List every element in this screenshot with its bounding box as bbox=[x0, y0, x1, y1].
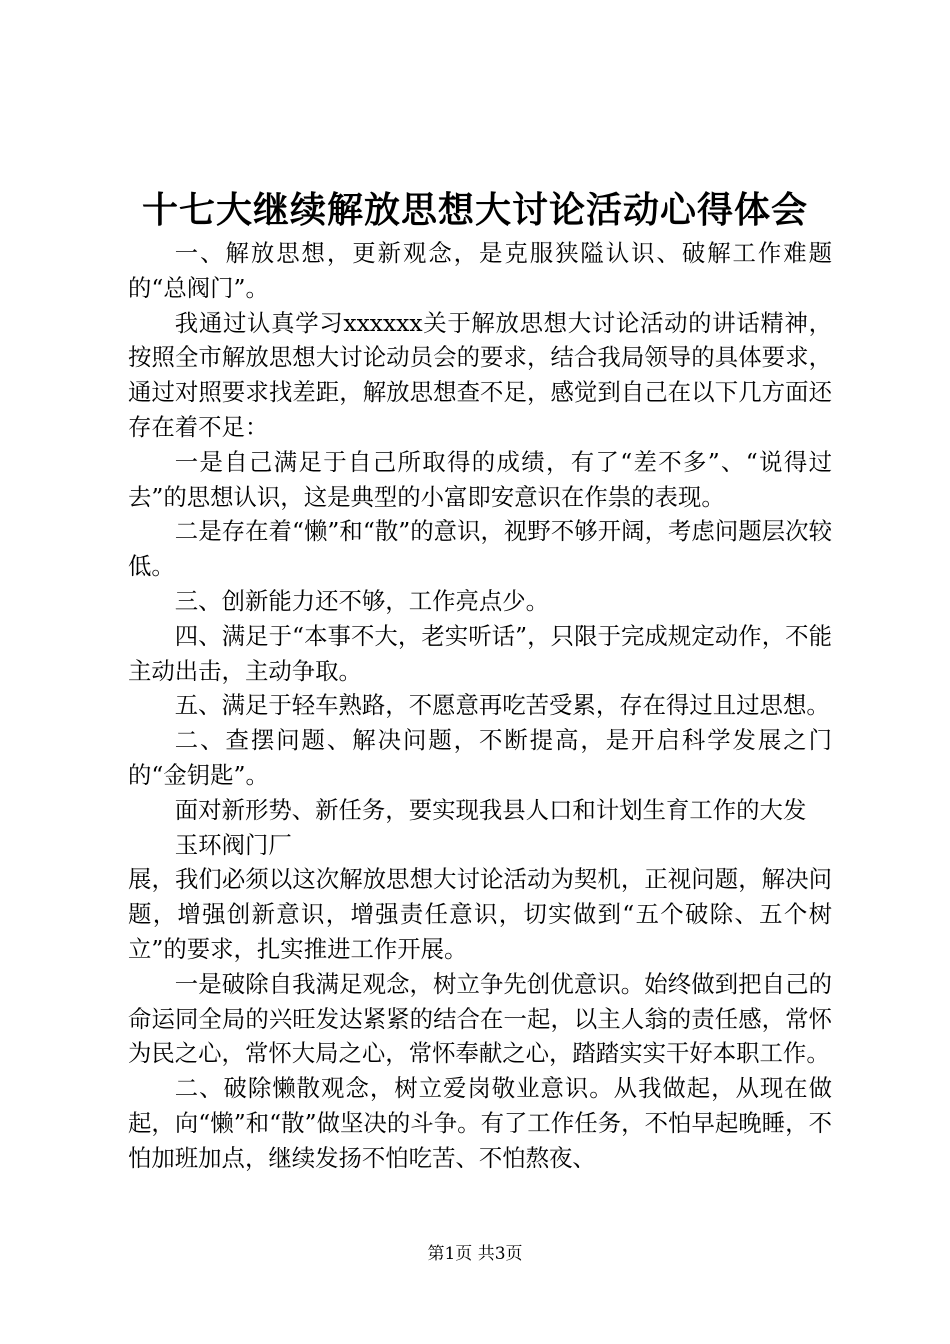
document-title: 十七大继续解放思想大讨论活动心得体会 bbox=[141, 189, 808, 231]
body-paragraph: 展，我们必须以这次解放思想大讨论活动为契机，正视问题，解决问题，增强创新意识，增强责任意识，切实做到“五个破除、五个树立”的要求，扎实推进工作开展。 bbox=[128, 865, 832, 963]
document-body bbox=[128, 236, 832, 1176]
body-paragraph: 二、查摆问题、解决问题，不断提高，是开启科学发展之门的“金钥匙”。 bbox=[128, 726, 832, 789]
body-paragraph: 一、解放思想，更新观念，是克服狭隘认识、破解工作难题的“总阀门”。 bbox=[128, 239, 832, 302]
body-paragraph: 三、创新能力还不够，工作亮点少。 bbox=[174, 586, 550, 615]
body-paragraph: 二是存在着“懒”和“散”的意识，视野不够开阔，考虑问题层次较低。 bbox=[128, 517, 832, 581]
body-paragraph: 二、破除懒散观念，树立爱岗敬业意识。从我做起，从现在做起，向“懒”和“散”做坚决的斗争。有了工作任务，不怕早起晚睡，不怕加班加点，继续发扬不怕吃苦、不怕熬夜、 bbox=[128, 1074, 832, 1172]
body-paragraph: 四、满足于“本事不大，老实听话”，只限于完成规定动作，不能主动出击，主动争取。 bbox=[128, 621, 832, 685]
body-paragraph: 一是自己满足于自己所取得的成绩，有了“差不多”、“说得过去”的思想认识，这是典型的小富即安意识在作祟的表现。 bbox=[128, 447, 832, 511]
body-paragraph: 面对新形势、新任务，要实现我县人口和计划生育工作的大发 bbox=[174, 795, 807, 824]
body-paragraph: 玉环阀门厂 bbox=[174, 830, 292, 859]
body-paragraph: 一是破除自我满足观念，树立争先创优意识。始终做到把自己的命运同全局的兴旺发达紧紧的结合在一起，以主人翁的责任感，常怀为民之心，常怀大局之心，常怀奉献之心，踏踏实实干好本职工作。 bbox=[128, 969, 832, 1068]
page-footer: 第1页 共3页 bbox=[427, 1244, 523, 1264]
body-paragraph: 我通过认真学习xxxxxx关于解放思想大讨论活动的讲话精神，按照全市解放思想大讨论动员会的要求，结合我局领导的具体要求，通过对照要求找差距，解放思想查不足，感觉到自己在以下几方面还存在着不足： bbox=[128, 308, 832, 441]
body-paragraph: 五、满足于轻车熟路，不愿意再吃苦受累，存在得过且过思想。 bbox=[174, 691, 830, 720]
